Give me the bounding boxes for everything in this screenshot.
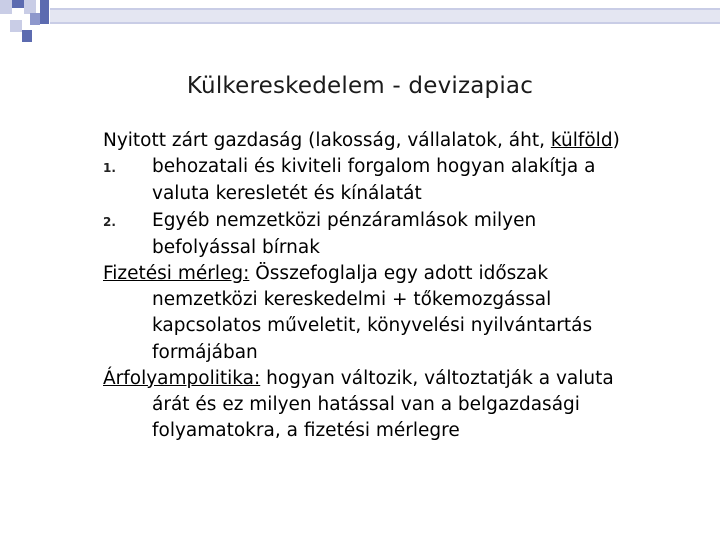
list-item-continuation: befolyással bírnak	[152, 236, 320, 258]
list-item	[103, 154, 703, 181]
list-number: 1.	[103, 161, 116, 176]
slide-body	[103, 128, 703, 444]
fizetesi-merleg-continuation: nemzetközi kereskedelmi + tőkemozgással	[152, 289, 552, 311]
fizetesi-merleg-term: Fizetési mérleg:	[103, 263, 250, 285]
arfolyampolitika-term: Árfolyampolitika:	[103, 367, 261, 389]
arfolyampolitika-continuation: árát és ez milyen hatással van a belgazdasági	[152, 394, 580, 416]
list-item	[103, 208, 703, 235]
fizetesi-merleg-text: Összefoglalja egy adott időszak	[249, 263, 549, 285]
list-item-text: Egyéb nemzetközi pénzáramlások milyen	[152, 209, 537, 231]
fizetesi-merleg-continuation: formájában	[152, 341, 258, 363]
intro-line	[103, 128, 703, 154]
arfolyampolitika-text: hogyan változik, változtatják a valuta	[260, 367, 614, 389]
intro-underlined: külföld	[550, 130, 613, 151]
list-item-continuation: valuta keresletét és kínálatát	[152, 183, 422, 205]
list-item-text: behozatali és kiviteli forgalom hogyan alakítja a	[152, 156, 596, 178]
fizetesi-merleg-line	[103, 261, 703, 287]
intro-suffix: )	[612, 130, 620, 151]
fizetesi-merleg-continuation: kapcsolatos műveletit, könyvelési nyilvántartás	[152, 315, 593, 337]
slide-title: Külkereskedelem - devizapiac	[186, 73, 534, 99]
arfolyampolitika-continuation: folyamatokra, a fizetési mérlegre	[152, 420, 460, 442]
arfolyampolitika-line	[103, 366, 703, 392]
list-number: 2.	[103, 214, 116, 229]
decorative-header-pattern	[0, 0, 720, 50]
intro-text: Nyitott zárt gazdaság (lakosság, vállalatok, áht,	[103, 130, 551, 151]
